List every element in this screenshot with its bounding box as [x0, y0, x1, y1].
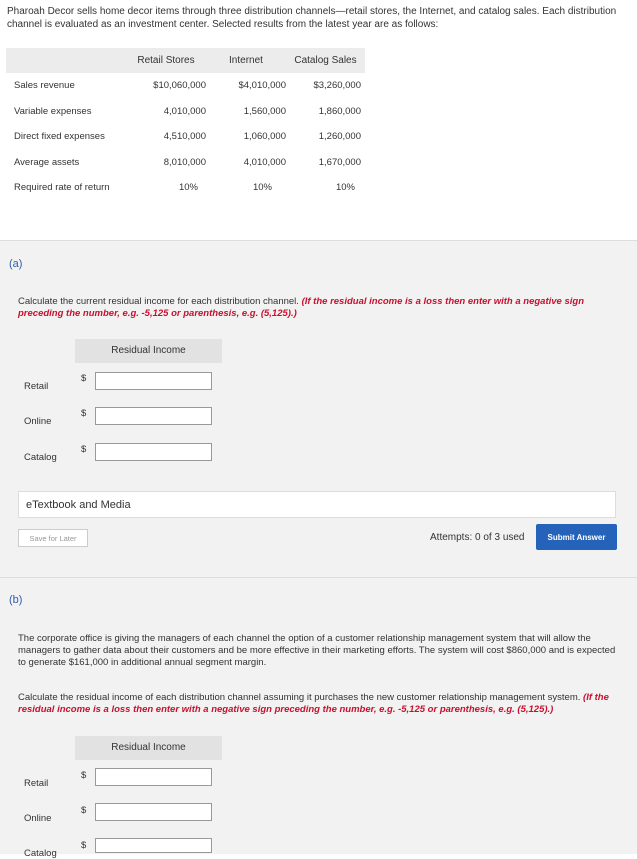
- table-row: [6, 99, 365, 125]
- data-table-container: [6, 48, 365, 204]
- retail-value: $10,060,000: [153, 80, 206, 92]
- table-header-catalog: Catalog Sales: [286, 48, 365, 73]
- part-b-paragraph: The corporate office is giving the managers of each channel the option of a customer relationship management system that will allow the managers to gather data about their customers and be more effective in their marketing efforts. The system will cost $860,000 and is expected to generate $161,000 in additional annual segment margin.: [18, 633, 616, 668]
- part-b-online-input[interactable]: [95, 803, 212, 821]
- submit-answer-button[interactable]: Submit Answer: [536, 524, 617, 550]
- row-label: Sales revenue: [14, 80, 75, 92]
- retail-value: 4,010,000: [163, 105, 206, 117]
- table-header-row: [6, 48, 365, 73]
- attempts-counter: Attempts: 0 of 3 used: [430, 532, 525, 543]
- table-row: [6, 175, 365, 201]
- catalog-value: 1,260,000: [318, 131, 361, 143]
- table-header-blank: [6, 48, 126, 73]
- part-a-catalog-input[interactable]: [95, 443, 212, 461]
- internet-value: $4,010,000: [238, 80, 286, 92]
- etextbook-media-link[interactable]: eTextbook and Media: [18, 491, 616, 518]
- retail-value: 4,510,000: [163, 131, 206, 143]
- part-a-retail-input[interactable]: [95, 372, 212, 390]
- part-b-hint: (If the residual income is a loss then enter with a negative sign preceding the number, e.g. -5,125 or parenthesis, e.g. (5,125).): [18, 692, 609, 715]
- part-b-catalog-input[interactable]: [95, 838, 212, 853]
- catalog-value: $3,260,000: [313, 80, 361, 92]
- part-b-question-text: Calculate the residual income of each distribution channel assuming it purchases the new customer relationship management system.: [18, 692, 581, 703]
- retail-value: 10%: [178, 182, 198, 194]
- catalog-value: 1,670,000: [318, 156, 361, 168]
- row-label: Required rate of return: [14, 182, 110, 194]
- part-b-online-label: Online: [24, 813, 52, 824]
- part-a-online-input[interactable]: [95, 407, 212, 425]
- part-a-retail-label: Retail: [24, 381, 49, 392]
- part-a-residual-income-header: Residual Income: [75, 339, 222, 363]
- part-a-catalog-currency: $: [81, 444, 87, 455]
- catalog-value: 10%: [335, 182, 355, 194]
- part-b-label: (b): [9, 594, 23, 606]
- part-b-retail-input[interactable]: [95, 768, 212, 786]
- part-b-online-currency: $: [81, 805, 87, 816]
- row-label: Average assets: [14, 156, 80, 168]
- internet-value: 1,060,000: [243, 131, 286, 143]
- internet-value: 1,560,000: [243, 105, 286, 117]
- problem-intro: Pharoah Decor sells home decor items through three distribution channels—retail stores, the Internet, and catalog sales. Each distribution channel is evaluated as an investment center. Selected results from the latest year are as follows:: [7, 6, 617, 30]
- part-b-retail-currency: $: [81, 770, 87, 781]
- part-b-residual-income-header: Residual Income: [75, 736, 222, 760]
- part-a-catalog-label: Catalog: [24, 452, 57, 463]
- part-b-catalog-currency: $: [81, 840, 87, 851]
- part-a-retail-currency: $: [81, 373, 87, 384]
- row-label: Direct fixed expenses: [14, 131, 105, 143]
- table-row: [6, 124, 365, 150]
- part-b-question: [18, 692, 616, 716]
- save-for-later-button[interactable]: Save for Later: [18, 529, 88, 547]
- data-table: [6, 48, 365, 201]
- retail-value: 8,010,000: [163, 156, 206, 168]
- part-a-hint: (If the residual income is a loss then enter with a negative sign preceding the number, e.g. -5,125 or parenthesis, e.g. (5,125).): [18, 296, 585, 319]
- part-a-question: [18, 296, 616, 320]
- part-a-online-currency: $: [81, 408, 87, 419]
- part-a-label: (a): [9, 258, 23, 270]
- table-row: [6, 73, 365, 99]
- catalog-value: 1,860,000: [318, 105, 361, 117]
- table-row: [6, 150, 365, 176]
- table-header-retail: Retail Stores: [126, 48, 206, 73]
- row-label: Variable expenses: [14, 105, 92, 117]
- part-a-question-text: Calculate the current residual income for each distribution channel.: [18, 296, 299, 307]
- table-header-internet: Internet: [206, 48, 286, 73]
- internet-value: 10%: [252, 182, 272, 194]
- part-b-retail-label: Retail: [24, 778, 49, 789]
- part-a-online-label: Online: [24, 416, 52, 427]
- part-b-catalog-label: Catalog: [24, 848, 57, 859]
- internet-value: 4,010,000: [243, 156, 286, 168]
